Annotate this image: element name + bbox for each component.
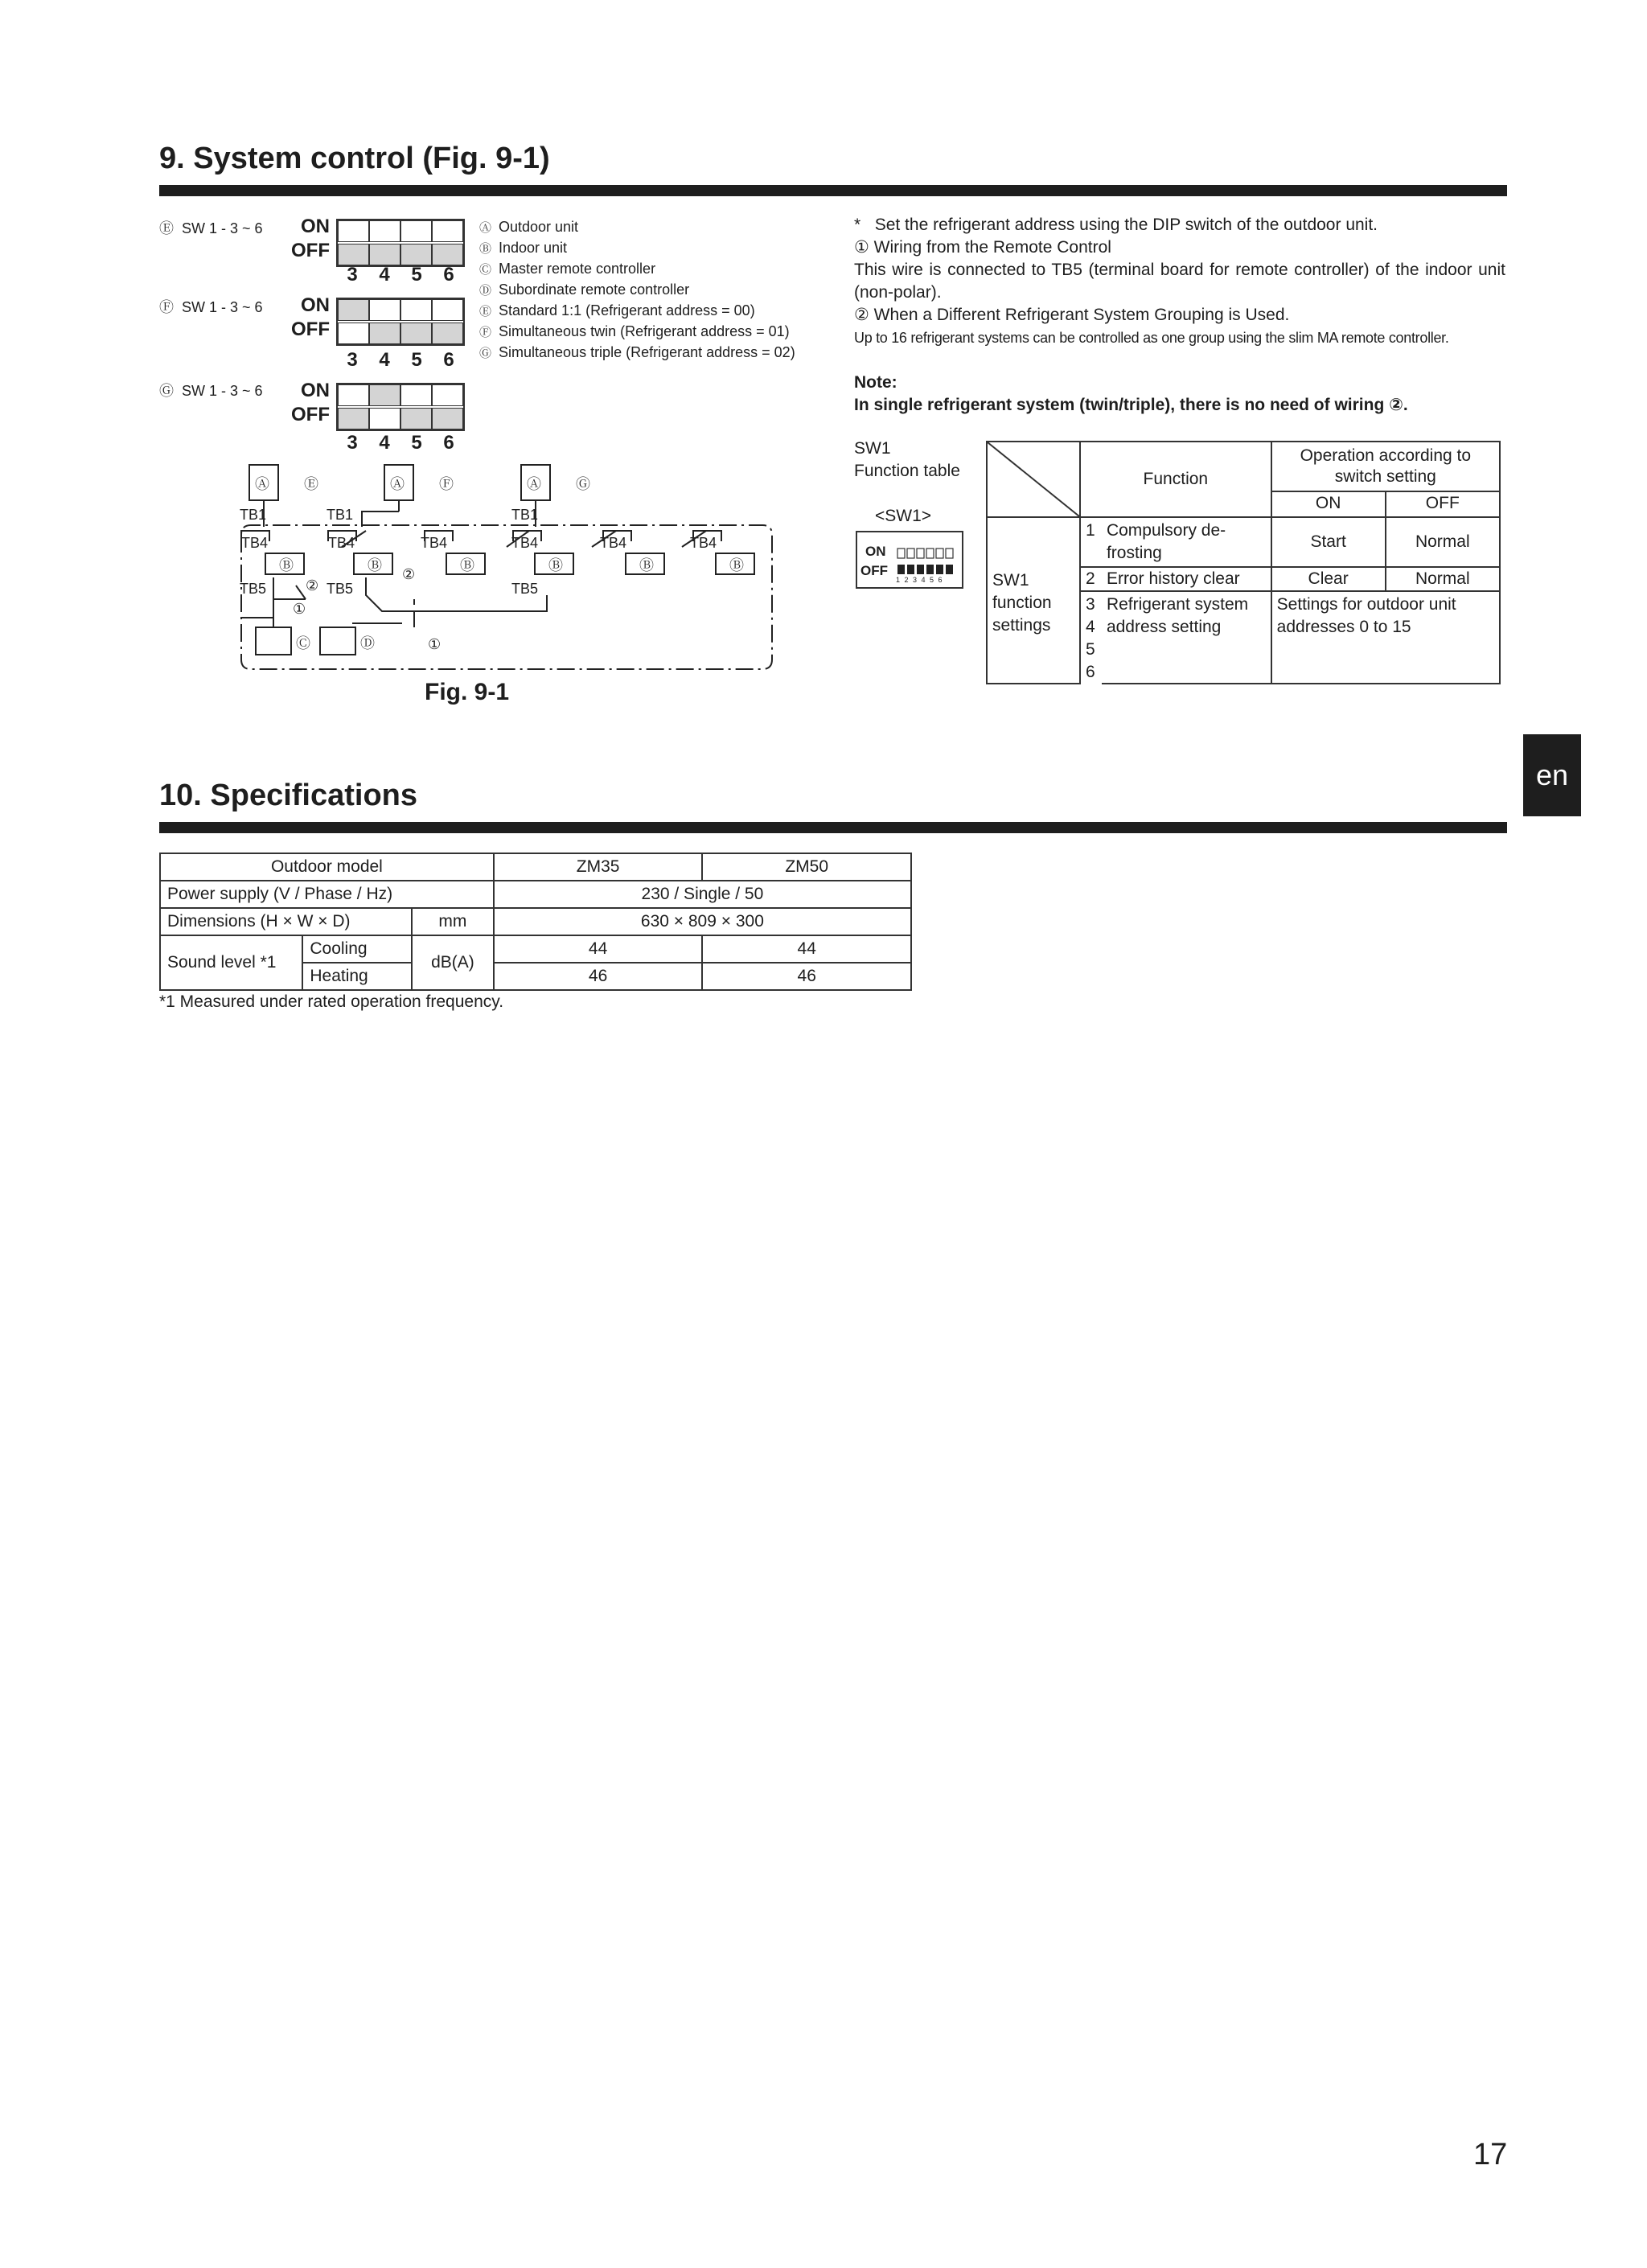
label-tb5: TB5 (511, 581, 539, 597)
label-outdoor-a1: Ⓐ (255, 476, 269, 492)
dip-cell-off-6 (432, 323, 463, 344)
sw1-off: OFF (860, 563, 888, 578)
label-g: Ⓖ (576, 476, 590, 492)
spec-sound-label: Sound level *1 (160, 935, 302, 990)
dip-switch-g (336, 383, 465, 431)
dip-group-g-numbers: 3 4 5 6 (347, 432, 454, 454)
table-row (160, 935, 911, 963)
label-indoor-b: Ⓑ (548, 557, 563, 573)
spec-dim-unit: mm (412, 908, 494, 935)
table-row (160, 881, 911, 908)
label-outdoor-a2: Ⓐ (390, 476, 405, 492)
label-indoor-b: Ⓑ (729, 557, 744, 573)
label-wiring-2: ② (402, 566, 416, 582)
section9-notes (854, 214, 1505, 417)
label-f: Ⓕ (439, 476, 454, 492)
fn-table-group-label: SW1 function settings (987, 517, 1080, 684)
fn-table-head-on: ON (1271, 491, 1386, 517)
label-indoor-b: Ⓑ (368, 557, 382, 573)
dip-group-f-on: ON (301, 294, 330, 316)
label-wiring-1: ① (428, 636, 442, 652)
subordinate-remote-box (320, 627, 355, 655)
fn-table-head-operation: Operation according to switch setting (1271, 442, 1500, 491)
note-wiring-2: ② When a Different Refrigerant System Grouping is Used. (854, 306, 1290, 324)
dip-cell-on-5 (400, 299, 432, 321)
fn-row-number: 6 (1086, 663, 1095, 681)
spec-heat-m1: 46 (494, 963, 703, 990)
spec-footnote: *1 Measured under rated operation frequency. (159, 992, 504, 1011)
fn-row-function: Compulsory de-frosting (1102, 517, 1271, 567)
fn-row-on: Start (1271, 517, 1386, 567)
language-tab: en (1523, 734, 1581, 816)
dip-cell-off-4 (369, 244, 400, 265)
label-indoor-b: Ⓑ (460, 557, 474, 573)
fn-row-function: Refrigerant system address setting (1102, 591, 1271, 684)
dip-cell-off-6 (432, 408, 463, 429)
dip-cell-on-4 (369, 384, 400, 406)
label-indoor-b: Ⓑ (279, 557, 294, 573)
dip-group-e-on: ON (301, 216, 330, 237)
legend-item: Ⓕ Simultaneous twin (Refrigerant address = 01) (479, 323, 790, 339)
dip-cell-on-4 (369, 220, 400, 242)
fn-row-off: Normal (1386, 517, 1500, 567)
note-wire-desc: This wire is connected to TB5 (terminal board for remote controller) of the indoor unit (non-polar). (854, 261, 1505, 302)
dip-switch-f (336, 298, 465, 346)
dip-cell-on-6 (432, 299, 463, 321)
dip-group-g-switch: SW 1 - 3 ~ 6 (182, 383, 263, 399)
label-tb1-2: TB1 (327, 507, 354, 523)
sw1-on: ON (865, 544, 886, 559)
fn-row-setting: Settings for outdoor unit addresses 0 to 15 (1271, 591, 1500, 684)
dip-cell-on-5 (400, 220, 432, 242)
label-tb4: TB4 (241, 535, 269, 551)
dip-group-e-off: OFF (291, 240, 330, 261)
dip-cell-off-5 (400, 323, 432, 344)
fn-row-off: Normal (1386, 567, 1500, 591)
wiring-diagram (225, 458, 788, 676)
sw1-dip-illustration (856, 531, 963, 589)
note-text: In single refrigerant system (twin/triple), there is no need of wiring ②. (854, 396, 1408, 414)
dip-group-f-marker: Ⓕ (159, 299, 174, 315)
fn-row-function: Error history clear (1102, 567, 1271, 591)
note-label: Note: (854, 373, 897, 392)
spec-outdoor-model: Outdoor model (160, 853, 494, 881)
fn-row-number: 3 (1086, 595, 1095, 614)
label-tb5: TB5 (240, 581, 267, 597)
dip-cell-on-3 (338, 384, 369, 406)
fn-row-on: Clear (1271, 567, 1386, 591)
dip-cell-off-3 (338, 244, 369, 265)
fn-table-head-off: OFF (1386, 491, 1500, 517)
label-master-remote: Ⓒ (296, 635, 310, 651)
page-number: 17 (1473, 2138, 1508, 2171)
dip-cell-on-6 (432, 220, 463, 242)
legend-item: Ⓑ Indoor unit (479, 240, 568, 256)
dip-cell-on-3 (338, 220, 369, 242)
dip-group-e-label (159, 217, 263, 238)
note-address: * Set the refrigerant address using the DIP switch of the outdoor unit. (854, 216, 1378, 234)
label-tb4: TB4 (690, 535, 717, 551)
spec-heat-m2: 46 (702, 963, 911, 990)
dip-cell-off-6 (432, 244, 463, 265)
dip-group-f-switch: SW 1 - 3 ~ 6 (182, 299, 263, 315)
dip-cell-off-5 (400, 244, 432, 265)
fn-row-number: 1 (1080, 517, 1102, 567)
figure-caption: Fig. 9-1 (425, 679, 510, 705)
dip-cell-off-4 (369, 323, 400, 344)
label-tb4: TB4 (511, 535, 539, 551)
dip-group-g-on: ON (301, 380, 330, 401)
label-indoor-b: Ⓑ (639, 557, 654, 573)
dip-cell-on-5 (400, 384, 432, 406)
legend-item: Ⓓ Subordinate remote controller (479, 281, 690, 298)
table-row (987, 517, 1500, 567)
fn-row-number: 5 (1086, 640, 1095, 659)
fn-row-number: 2 (1080, 567, 1102, 591)
sw1-pin-numbers: 1 2 3 4 5 6 (896, 576, 944, 584)
dip-group-g-marker: Ⓖ (159, 383, 174, 399)
spec-cooling-label: Cooling (302, 935, 412, 963)
spec-model-1: ZM35 (494, 853, 703, 881)
diagram-legend (479, 217, 795, 364)
label-tb4: TB4 (421, 535, 448, 551)
label-wiring-2: ② (306, 577, 319, 594)
section10-title: 10. Specifications (159, 779, 418, 812)
label-subordinate-remote: Ⓓ (360, 635, 375, 651)
sw1-function-table (986, 441, 1501, 684)
dip-cell-off-3 (338, 323, 369, 344)
master-remote-box (256, 627, 291, 655)
dip-group-f-off: OFF (291, 318, 330, 340)
section9-rule (159, 185, 1507, 196)
dip-cell-on-4 (369, 299, 400, 321)
label-tb5: TB5 (327, 581, 354, 597)
legend-item: Ⓒ Master remote controller (479, 261, 656, 277)
label-tb4: TB4 (600, 535, 627, 551)
table-row (160, 908, 911, 935)
spec-dim-label: Dimensions (H × W × D) (160, 908, 412, 935)
diagonal-line (988, 442, 1079, 516)
section9-title: 9. System control (Fig. 9-1) (159, 142, 550, 175)
fn-table-corner (987, 442, 1080, 517)
dip-cell-on-6 (432, 384, 463, 406)
spec-heating-label: Heating (302, 963, 412, 990)
table-row (160, 853, 911, 881)
dip-group-g-label (159, 380, 263, 401)
label-tb1-1: TB1 (240, 507, 267, 523)
label-e: Ⓔ (304, 476, 318, 492)
spec-cool-m1: 44 (494, 935, 703, 963)
fn-table-head-function: Function (1080, 442, 1271, 517)
spec-dim-value: 630 × 809 × 300 (494, 908, 911, 935)
legend-item: Ⓖ Simultaneous triple (Refrigerant address = 02) (479, 344, 795, 360)
label-tb1-3: TB1 (511, 507, 539, 523)
label-outdoor-a3: Ⓐ (527, 476, 541, 492)
spec-power-value: 230 / Single / 50 (494, 881, 911, 908)
dip-cell-on-3 (338, 299, 369, 321)
dip-cell-off-4 (369, 408, 400, 429)
dip-cell-off-3 (338, 408, 369, 429)
fn-row-number: 4 (1086, 618, 1095, 636)
spec-model-2: ZM50 (702, 853, 911, 881)
dip-cell-off-5 (400, 408, 432, 429)
specifications-table (159, 853, 912, 991)
label-tb4: TB4 (328, 535, 355, 551)
dip-group-g-off: OFF (291, 404, 330, 425)
dip-group-f-numbers: 3 4 5 6 (347, 349, 454, 371)
dip-group-e-switch: SW 1 - 3 ~ 6 (182, 220, 263, 236)
dip-group-f-label (159, 296, 263, 317)
legend-item: Ⓐ Outdoor unit (479, 219, 579, 235)
dip-switch-e (336, 219, 465, 267)
dip-group-e-numbers: 3 4 5 6 (347, 264, 454, 286)
spec-power-label: Power supply (V / Phase / Hz) (160, 881, 494, 908)
note-upto: Up to 16 refrigerant systems can be controlled as one group using the slim MA remote controller. (854, 330, 1449, 346)
dip-group-e-marker: Ⓔ (159, 220, 174, 236)
spec-sound-unit: dB(A) (412, 935, 494, 990)
sw1-title: SW1 (854, 439, 891, 458)
diagram-labels (240, 476, 744, 652)
note-wiring-1: ① Wiring from the Remote Control (854, 238, 1111, 257)
legend-item: Ⓔ Standard 1:1 (Refrigerant address = 00) (479, 302, 755, 318)
section10-rule (159, 822, 1507, 833)
spec-cool-m2: 44 (702, 935, 911, 963)
label-wiring-1: ① (293, 601, 306, 617)
sw1-tag: <SW1> (875, 507, 932, 525)
sw1-subtitle: Function table (854, 462, 960, 480)
